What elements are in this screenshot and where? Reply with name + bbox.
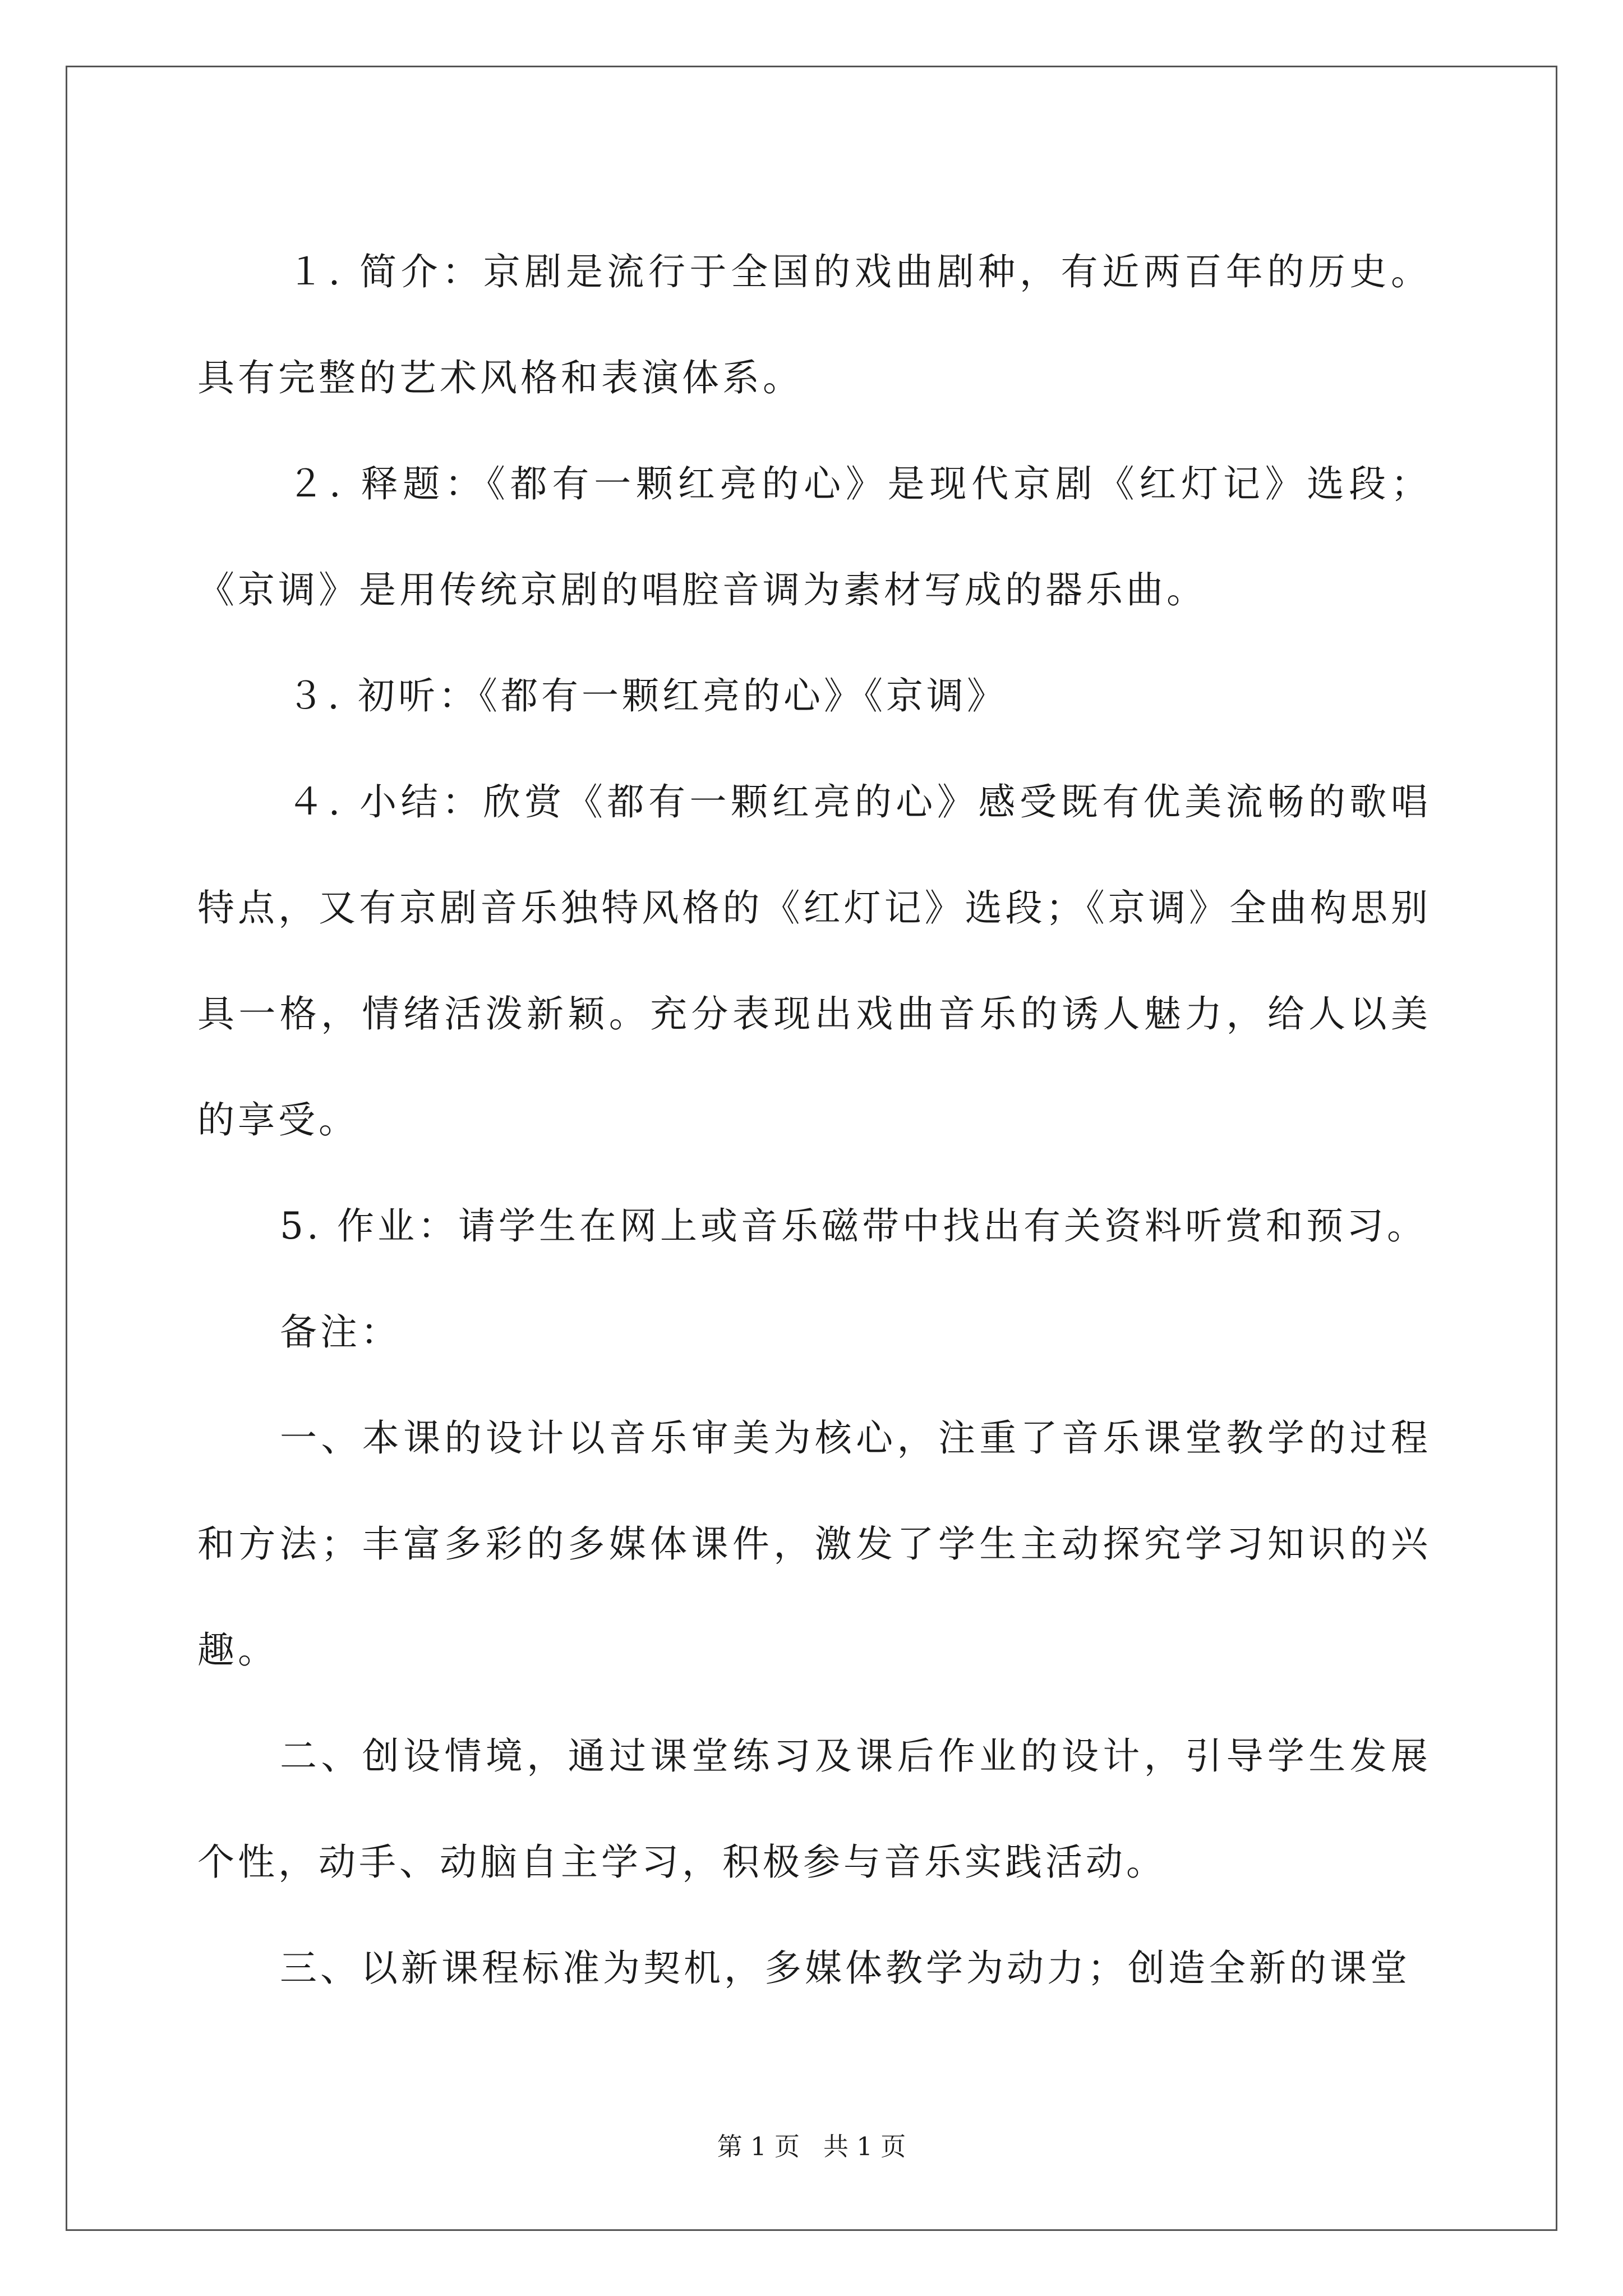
paragraph-summary: ４. 小结：欣赏《都有一颗红亮的心》感受既有优美流畅的歌唱特点，又有京剧音乐独特风格的《红灯记》选段；《京调》全曲构思别具一格，情绪活泼新颖。充分表现出戏曲音乐的诱人魅力，给人以美的享受。: [197, 780, 1431, 1142]
page-total: 共 1 页: [823, 2132, 906, 2161]
paragraph-homework: 5. 作业：请学生在网上或音乐磁带中找出有关资料听赏和预习。: [280, 1204, 1427, 1248]
paragraph-notes-heading: 备注：: [280, 1310, 401, 1354]
paragraph-first-listen: ３. 初听：《都有一颗红亮的心》《京调》: [287, 674, 1007, 717]
page-footer: [0, 2130, 1623, 2164]
paragraph-note-three: 三、以新课程标准为契机，多媒体教学为动力；创造全新的课堂: [280, 1947, 1410, 1990]
document-body: [197, 219, 1431, 2021]
paragraph-title-explanation: ２. 释题：《都有一颗红亮的心》是现代京剧《红灯记》选段；《京调》是用传统京剧的唱腔音调为素材写成的器乐曲。: [197, 462, 1431, 611]
page-number: 第 1 页: [717, 2132, 800, 2161]
paragraph-note-one: 一、本课的设计以音乐审美为核心，注重了音乐课堂教学的过程和方法；丰富多彩的多媒体课件，激发了学生主动探究学习知识的兴趣。: [197, 1416, 1431, 1672]
paragraph-note-two: 二、创设情境，通过课堂练习及课后作业的设计，引导学生发展个性，动手、动脑自主学习，积极参与音乐实践活动。: [197, 1734, 1431, 1884]
paragraph-intro: １. 简介：京剧是流行于全国的戏曲剧种，有近两百年的历史。具有完整的艺术风格和表演体系。: [197, 250, 1431, 399]
